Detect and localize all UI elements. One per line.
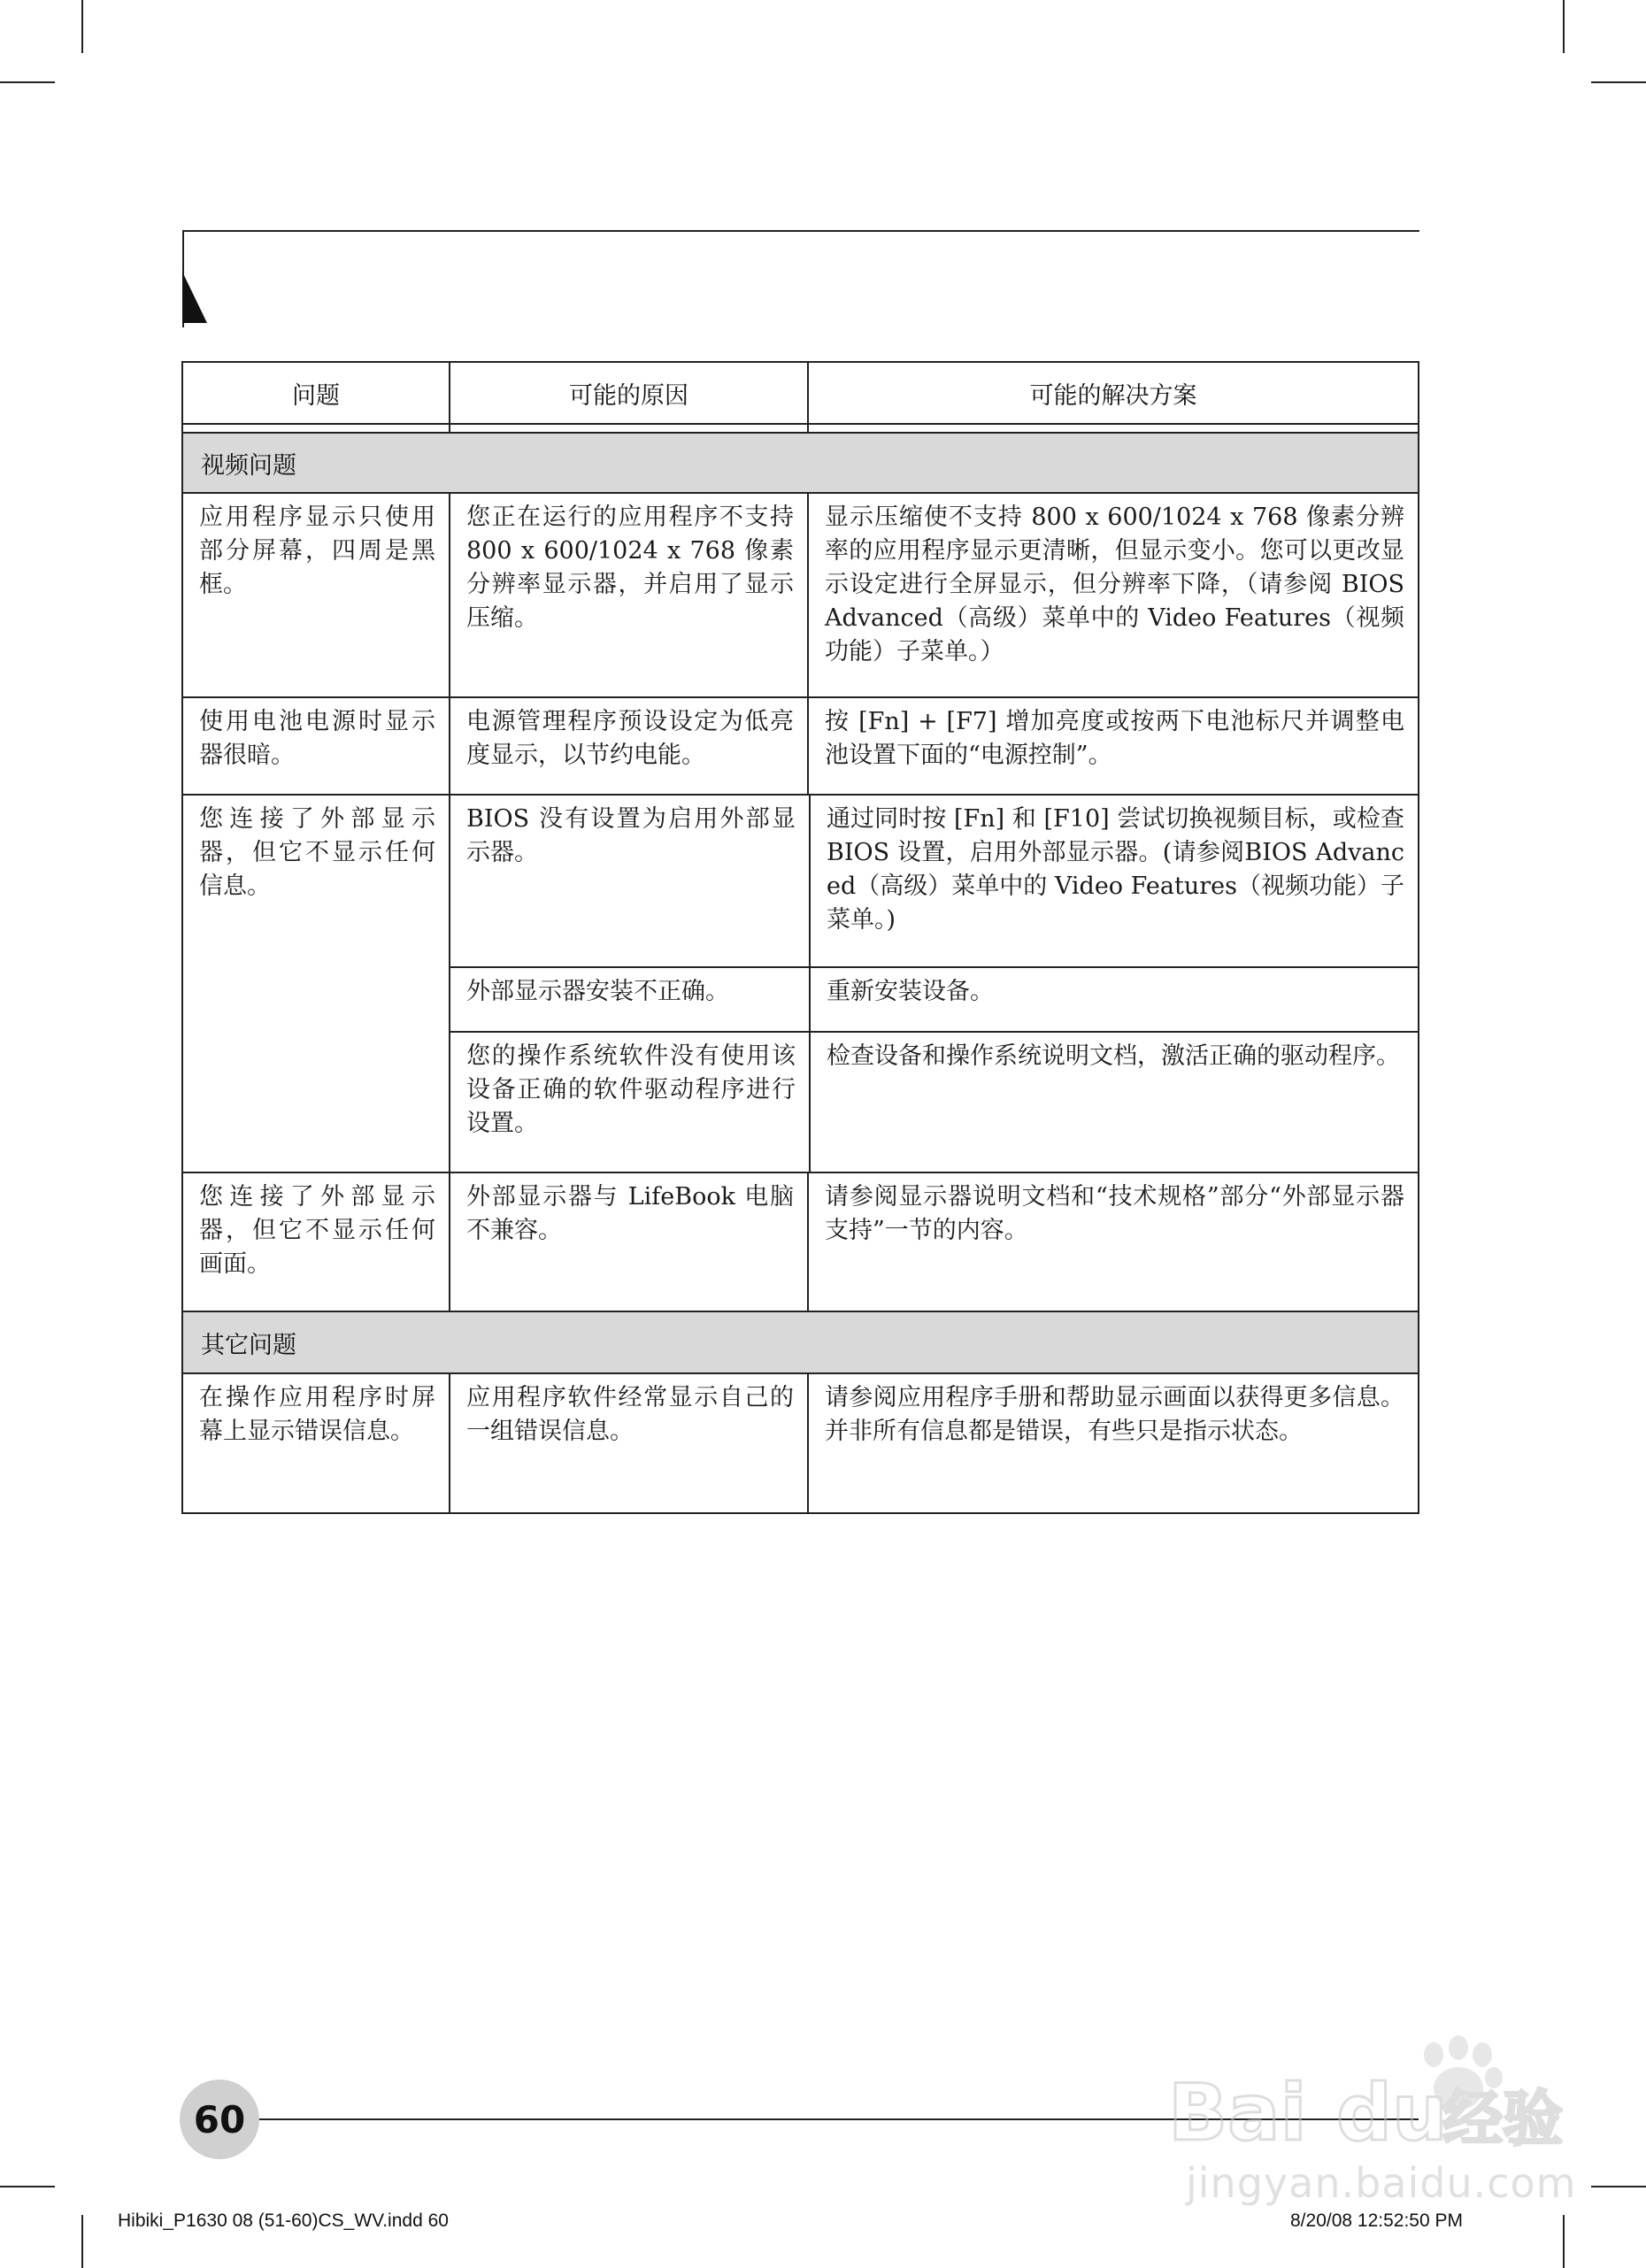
table-header [183,363,1418,425]
cause-cell: 外部显示器安装不正确。 [466,978,729,1005]
solution-cell: 检查设备和操作系统说明文档，激活正确的驱动程序。 [809,1033,1418,1172]
header-problem: 问题 [292,381,340,410]
cause-cell: 应用程序软件经常显示自己的一组错误信息。 [449,1374,807,1512]
header-gap [183,425,1418,432]
cause-cell: 您的操作系统软件没有使用该设备正确的软件驱动程序进行设置。 [466,1042,796,1137]
watermark-url: jingyan.baidu.com [1186,2159,1577,2207]
problem-cell: 您连接了外部显示器，但它不显示任何画面。 [199,1183,435,1278]
table-row [450,968,1418,1033]
section-video: 视频问题 [183,432,1418,494]
cause-cell: 您正在运行的应用程序不支持 800 x 600/1024 x 768 像素分辨率显示器，并启用了显示压缩。 [449,494,807,696]
problem-cell: 您连接了外部显示器，但它不显示任何信息。 [199,805,435,900]
cause-cell: BIOS 没有设置为启用外部显示器。 [466,805,796,866]
header-solution: 可能的解决方案 [807,363,1418,423]
table-row [183,1173,1418,1312]
crop-mark [81,0,83,53]
crop-mark [0,2186,55,2187]
crop-mark [1563,2215,1565,2268]
solution-cell: 通过同时按 [Fn] 和 [F10] 尝试切换视频目标，或检查BIOS 设置，启用外部显示器。(请参阅BIOS Advanced（高级）菜单中的 Video Features（视频功能）子菜单。) [809,796,1418,966]
baidu-jingyan-logo [1159,2035,1575,2150]
table-row [183,1374,1418,1512]
problem-cell: 使用电池电源时显示器很暗。 [199,708,435,769]
solution-cell: 请参阅显示器说明文档和“技术规格”部分“外部显示器支持”一节的内容。 [807,1173,1418,1311]
cause-cell: 外部显示器与 LifeBook 电脑不兼容。 [449,1173,807,1311]
crop-mark [81,2215,83,2268]
solution-cell: 按 [Fn] + [F7] 增加亮度或按两下电池标尺并调整电池设置下面的“电源控制”。 [807,698,1418,794]
troubleshooting-table [181,361,1419,1514]
cause-cell: 电源管理程序预设设定为低亮度显示，以节约电能。 [449,698,807,794]
table-row [183,698,1418,796]
header-rule [182,230,1419,232]
problem-cell: 在操作应用程序时屏幕上显示错误信息。 [199,1384,435,1445]
table-row [450,796,1418,968]
crop-mark [1591,81,1646,83]
svg-text:Bai: Bai [1168,2067,1307,2150]
svg-text:经验: 经验 [1442,2085,1564,2150]
solution-cell: 请参阅应用程序手册和帮助显示画面以获得更多信息。并非所有信息都是错误，有些只是指示状态。 [807,1374,1418,1512]
section-other: 其它问题 [183,1312,1418,1374]
crop-mark [0,81,55,83]
table-row-group [183,796,1418,1173]
header-cause: 可能的原因 [449,363,807,423]
crop-mark [1563,0,1565,53]
table-row [450,1033,1418,1172]
problem-cell: 应用程序显示只使用部分屏幕，四周是黑框。 [199,504,435,598]
sub-rows [449,796,1418,1172]
file-slug: Hibiki_P1630 08 (51-60)CS_WV.indd 60 [118,2210,449,2231]
crop-mark [1591,2186,1646,2187]
date-slug: 8/20/08 12:52:50 PM [1290,2210,1463,2231]
table-row [183,494,1418,698]
page-number: 60 [180,2080,259,2159]
watermark [1159,2035,1577,2207]
solution-cell: 重新安装设备。 [809,968,1418,1031]
svg-text:du: du [1336,2067,1448,2150]
solution-cell: 显示压缩使不支持 800 x 600/1024 x 768 像素分辨率的应用程序显示更清晰，但显示变小。您可以更改显示设定进行全屏显示，但分辨率下降，（请参阅 BIOS Advanced（高级）菜单中的 Video Features（视频功能）子菜单。） [807,494,1418,696]
chapter-flag [182,272,207,323]
